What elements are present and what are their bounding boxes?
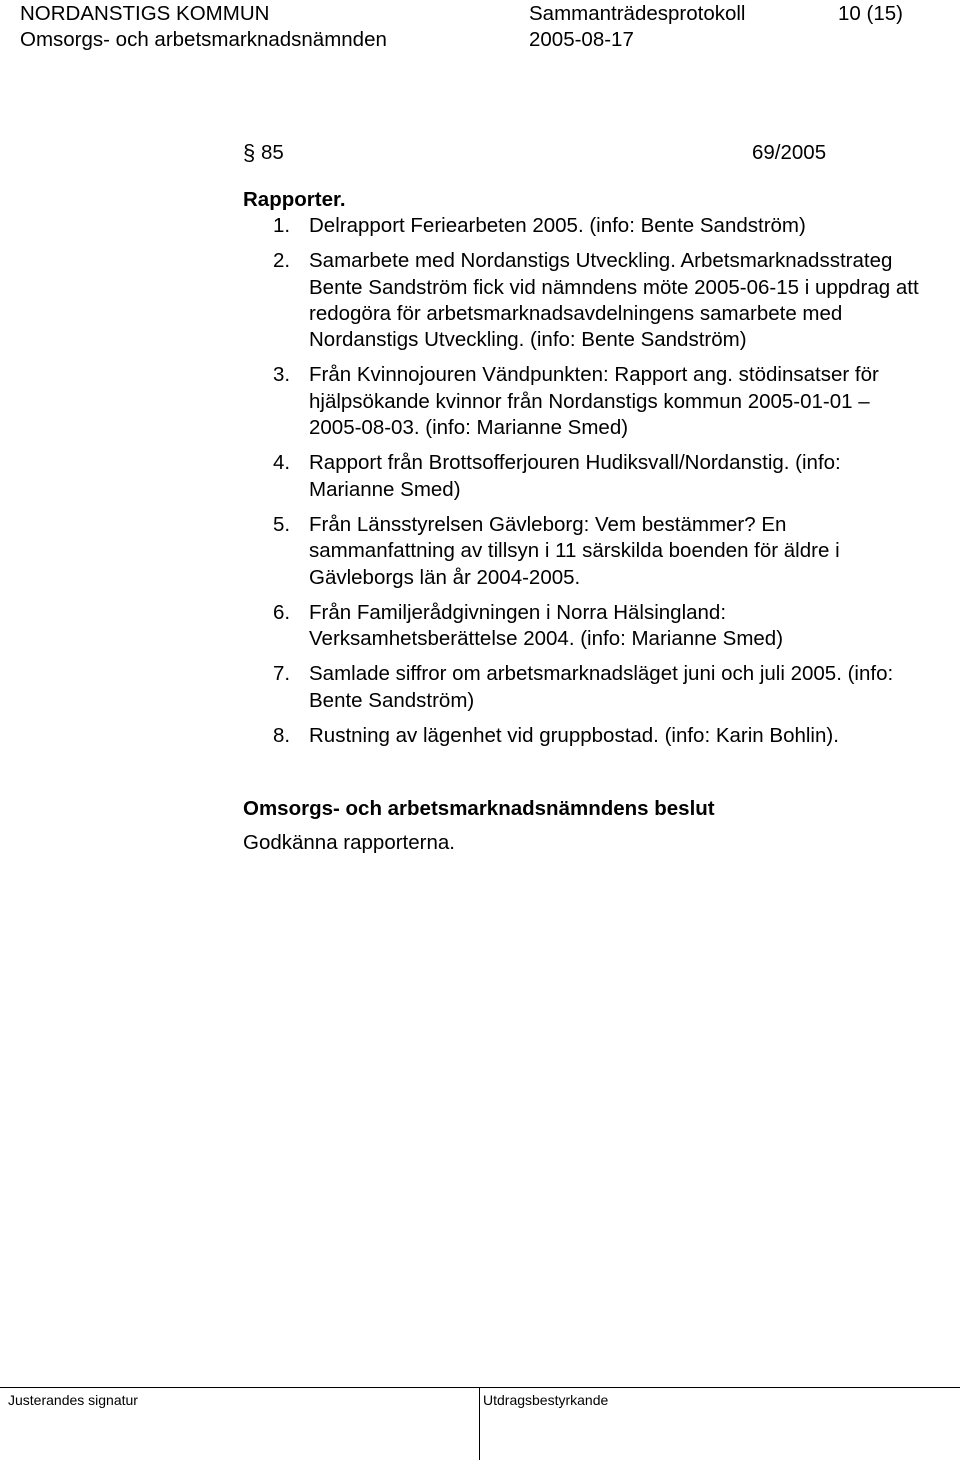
case-reference: 69/2005 — [752, 141, 827, 164]
list-item-text: Samlade siffror om arbetsmarknadsläget juni och juli 2005. (info: Bente Sandström) — [309, 662, 894, 712]
list-item — [243, 362, 923, 441]
signature-label: Justerandes signatur — [8, 1392, 138, 1408]
list-item-text: Rapport från Brottsofferjouren Hudiksvall/Nordanstig. (info: Marianne Smed) — [309, 451, 841, 501]
document-type: Sammanträdesprotokoll — [529, 2, 746, 25]
list-item-text: Samarbete med Nordanstigs Utveckling. Arbetsmarknadsstrateg Bente Sandström fick vid nämndens möte 2005-06-15 i uppdrag att redogöra för arbetsmarknadsavdelningens samarbete med Nordanstigs Utveckling. (info: Bente Sandström) — [309, 249, 919, 352]
reports-heading: Rapporter. — [243, 188, 346, 211]
section-number: 85 — [261, 141, 284, 164]
list-item — [243, 723, 923, 749]
list-item — [243, 661, 923, 714]
footer-divider — [479, 1388, 480, 1460]
list-item-text: Från Familjerådgivningen i Norra Hälsingland: Verksamhetsberättelse 2004. (info: Marianne Smed) — [309, 600, 784, 651]
page-number: 10 (15) — [838, 2, 903, 25]
list-item-number: 1. — [273, 214, 291, 237]
list-item — [243, 213, 923, 239]
list-item-number: 5. — [273, 512, 291, 536]
list-item-number: 3. — [273, 363, 291, 387]
list-item — [243, 512, 923, 591]
municipality-name: NORDANSTIGS KOMMUN — [20, 2, 270, 25]
report-list — [243, 213, 923, 758]
list-item-number: 6. — [273, 600, 291, 624]
meeting-date: 2005-08-17 — [529, 28, 634, 51]
list-item-text: Från Kvinnojouren Vändpunkten: Rapport ang. stödinsatser för hjälpsökande kvinnor från Nordanstigs kommun 2005-01-01 – 2005-08-03. (info: Marianne Smed) — [309, 363, 879, 440]
list-item-number: 7. — [273, 662, 291, 686]
signature-footer — [0, 1387, 960, 1460]
list-item — [243, 600, 923, 653]
list-item-text: Från Länsstyrelsen Gävleborg: Vem bestämmer? En sammanfattning av tillsyn i 11 särskilda boenden för äldre i Gävleborgs län år 2004-2005. — [309, 512, 840, 589]
extract-certification-label: Utdragsbestyrkande — [483, 1392, 609, 1408]
list-item — [243, 248, 923, 353]
list-item — [243, 450, 923, 503]
list-item-number: 4. — [273, 451, 291, 475]
section-sign: § — [243, 140, 256, 165]
decision-text: Godkänna rapporterna. — [243, 831, 455, 854]
list-item-text: Rustning av lägenhet vid gruppbostad. (info: Karin Bohlin). — [309, 724, 839, 748]
section-line — [243, 140, 843, 166]
list-item-number: 8. — [273, 724, 291, 748]
committee-name: Omsorgs- och arbetsmarknadsnämnden — [20, 28, 387, 51]
decision-heading: Omsorgs- och arbetsmarknadsnämndens beslut — [243, 797, 715, 820]
list-item-text: Delrapport Feriearbeten 2005. (info: Bente Sandström) — [309, 214, 806, 237]
list-item-number: 2. — [273, 249, 291, 273]
